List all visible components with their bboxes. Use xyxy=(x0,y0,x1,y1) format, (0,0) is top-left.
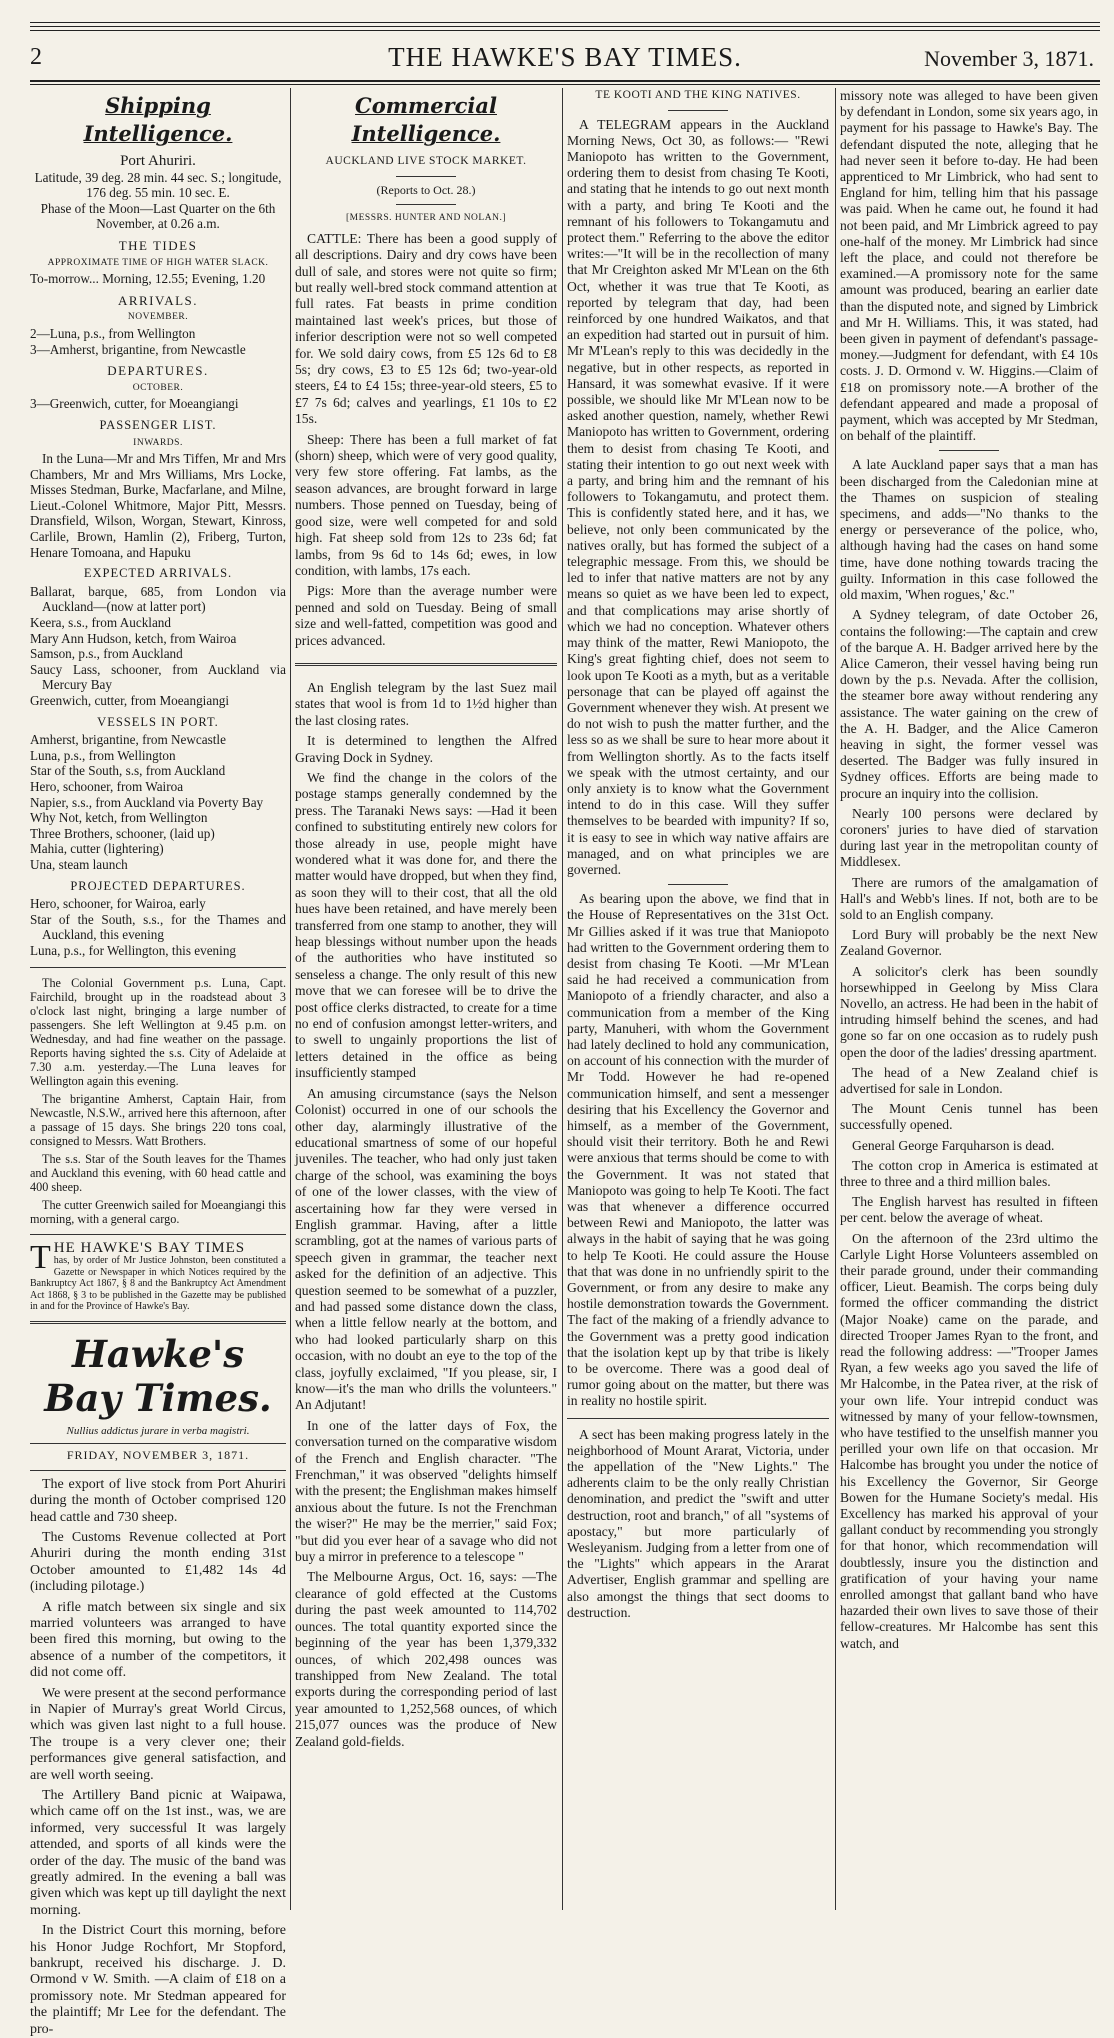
shipping-news: The cutter Greenwich sailed for Moeangiangi this morning, with a general cargo. xyxy=(30,1197,286,1226)
top-rule xyxy=(30,30,1100,31)
news-paragraph: In the District Court this morning, before his Honor Judge Rochfort, Mr Stopford, bankrupt, received his discharge. J. D. Ormond v W. Smith. —A claim of £18 on a promissory note. Mr Stedman appeared for the plaintiff; Mr Lee for the defendant. The pro- xyxy=(30,1923,286,2037)
column-2 xyxy=(295,88,557,1910)
news-paragraph: The English harvest has resulted in fifteen per cent. below the average of wheat. xyxy=(840,1194,1098,1226)
vessel-item: Three Brothers, schooner, (laid up) xyxy=(30,825,215,841)
passenger-list: In the Luna—Mr and Mrs Tiffen, Mr and Mrs Chambers, Mr and Mrs Williams, Mrs Locke, Misses Stedman, Burke, Macfarlane, and Milne, Lieut.-Colonel Whitmore, Major Pitt, Messrs. Dransfield, Wilson, Worgan, Stewart, Kinross, Carlile, Brown, Hamlin (2), Friberg, Turton, Henare Tomoana, and Hapuku xyxy=(30,451,286,560)
news-paragraph: Nearly 100 persons were declared by coroners' juries to have died of starvation during last year in the metropolitan county of Middlesex. xyxy=(840,805,1098,870)
passenger-heading: PASSENGER LIST. xyxy=(99,417,217,432)
market-paragraph: CATTLE: There has been a good supply of all descriptions. Dairy and dry cows have been dull of sale, and stores were not quite so firm; but really well-bred stock command attention at full rates. Fat beasts in prime condition maintained last week's prices, but those of inferior description were not so well competed for. We sold dairy cows, from £5 12s 6d to £8 5s; dry cows, £3 to £5 12s 6d; two-year-old steers, £4 to £4 15s; three-year-old steers, £5 to £7 7s 6d; calves and yearlings, £1 10s to £2 15s. xyxy=(295,230,557,427)
gazette-notice xyxy=(30,1238,286,1313)
section-rule xyxy=(30,1321,286,1324)
masthead xyxy=(30,42,1100,78)
news-paragraph: The Melbourne Argus, Oct. 16, says: —The clearance of gold effected at the Customs during the past week amounted to 114,702 ounces. The total quantity exported since the beginning of the year has been 1,379,332 ounces, of which 202,498 ounces was transhipped from New Zealand. The total exports during the corresponding period of last year amounted to 1,252,568 ounces, of which 215,077 ounces was the produce of New Zealand gold-fields. xyxy=(295,1569,557,1749)
section-rule xyxy=(30,967,286,968)
expected-item: Greenwich, cutter, from Moeangiangi xyxy=(30,693,230,708)
section-rule xyxy=(30,1470,286,1471)
projected-item: Hero, schooner, for Wairoa, early xyxy=(30,896,206,912)
column-divider xyxy=(835,88,836,1910)
news-paragraph: The export of live stock from Port Ahuriri during the month of October comprised 120 head cattle and 730 sheep. xyxy=(30,1476,286,1525)
expected-item: Keera, s.s., from Auckland xyxy=(30,615,171,631)
column-divider xyxy=(290,88,291,1910)
section-rule xyxy=(295,663,557,666)
section-rule xyxy=(30,1443,286,1444)
article-paragraph: As bearing upon the above, we find that in the House of Representatives on the 31st Oct. Mr Gillies asked if it was true that Maniopoto had written to the Government ordering them to desist from chasing Te Kooti. —Mr M'Lean said he had received a communication from Maniopoto of a friendly character, and also a communication from a member of the King party, Manuheri, with whom the Government had lately declined to hold any communication, on account of his connection with the murder of Mr Todd. However he had re-opened communication himself, and sent a messenger desiring that his Excellency the Governor and himself, as a member of the Government, should visit their territory. Both he and Rewi were anxious that terms should be come to with the Government. It was not stated that Maniopoto was going to help Te Kooti. The fact was that whenever a difference occurred between Rewi and Maniopoto, the latter was always in the habit of saying that he was going to help Te Kooti. He could assure the House that that was done in no unfriendly spirit to the Government, or from any desire to make any hostile demonstration towards the Government. The fact of the making of a friendly advance to the Government was a pretty good indication that the isolation kept up by that tribe is likely to be overcome. There was a good deal of rumor going about on the matter, but there was in reality no hostile spirit. xyxy=(567,891,829,1409)
column-1 xyxy=(30,88,286,2037)
vessel-item: Napier, s.s., from Auckland via Poverty Bay xyxy=(30,794,264,810)
section-rule xyxy=(396,204,456,205)
notice-dropcap: T xyxy=(30,1238,51,1276)
column-3 xyxy=(567,88,829,1910)
news-paragraph: A rifle match between six single and six married volunteers was arranged to have been fired this morning, but owing to the absence of a number of the competitors, it did not come off. xyxy=(30,1599,286,1681)
vessel-item: Una, steam launch xyxy=(30,856,128,872)
commercial-title: Commercial Intelligence. xyxy=(351,93,501,146)
agents: [MESSRS. HUNTER AND NOLAN.] xyxy=(346,213,506,224)
departures-heading: DEPARTURES. xyxy=(107,363,209,379)
column-4 xyxy=(840,88,1098,1910)
vessel-item: Luna, p.s., from Wellington xyxy=(30,747,176,763)
projected-item: Luna, p.s., for Wellington, this evening xyxy=(30,942,237,958)
news-paragraph: An amusing circumstance (says the Nelson Colonist) occurred in one of our schools the other day, alarmingly illustrative of the educational smartness of some of our hopeful juveniles. The teacher, who had only just taken charge of the school, was examining the boys of one of the lower classes, with the view of ascertaining how far they were versed in English grammar. Having, after a little scrambling, got at the names of various parts of speech given in grammar, the teacher next asked for the definition of an adjective. This question seemed to be somewhat of a puzzler, and had passed some distance down the class, when a little fellow nearly at the bottom, and who had looked particularly sharp on this occasion, with no doubt an eye to the top of the class, joyfully exclaimed, "If you please, sir, I know—it's the man who drills the volunteers." An Adjutant! xyxy=(295,1085,557,1413)
section-rule xyxy=(668,884,728,885)
section-rule xyxy=(668,110,728,111)
news-paragraph: The Artillery Band picnic at Waipawa, which came off on the 1st inst., was, we are informed, very successful It was largely attended, and sports of all kinds were the order of the day. The music of the band was greatly admired. In the evening a ball was given which was kept up till daylight the next morning. xyxy=(30,1788,286,1918)
port-name: Port Ahuriri. xyxy=(120,153,196,169)
vessel-item: Hero, schooner, from Wairoa xyxy=(30,778,184,794)
moon-phase: Phase of the Moon—Last Quarter on the 6th November, at 0.26 a.m. xyxy=(40,200,276,232)
top-rule xyxy=(30,26,1100,27)
news-paragraph: In one of the latter days of Fox, the conversation turned on the comparative wisdom of the French and English character. "The Frenchman," it was observed "delights himself with the present; the Englishman makes himself anxious about the future. Is not the Frenchman the wiser?" He may be the merrier," said Fox; "but did you ever hear of a savage who did not buy a mirror in preference to a telescope " xyxy=(295,1417,557,1565)
tides-text: To-morrow... Morning, 12.55; Evening, 1.20 xyxy=(30,271,266,287)
top-rule xyxy=(30,22,1100,23)
expected-item: Saucy Lass, schooner, from Auckland via Mercury Bay xyxy=(30,661,286,693)
lat-long: Latitude, 39 deg. 28 min. 44 sec. S.; longitude, 176 deg. 55 min. 10 sec. E. xyxy=(34,169,282,201)
news-paragraph: The cotton crop in America is estimated at three to three and a third million bales. xyxy=(840,1157,1098,1189)
shipping-title: Shipping Intelligence. xyxy=(83,93,233,146)
arrivals-month: NOVEMBER. xyxy=(127,312,189,323)
page-number: 2 xyxy=(30,44,42,70)
projected-heading: PROJECTED DEPARTURES. xyxy=(70,878,246,893)
vessel-item: Star of the South, s.s, from Auckland xyxy=(30,763,226,779)
report-date: (Reports to Oct. 28.) xyxy=(376,182,476,197)
news-paragraph: We were present at the second performance in Napier of Murray's great World Circus, which was given last night to a full house. The troupe is a very clever one; their performances give general satisfaction, and are well worth seeing. xyxy=(30,1685,286,1783)
shipping-news: The Colonial Government p.s. Luna, Capt. Fairchild, brought up in the roadstead about 3 o'clock last night, bringing a large number of passengers. She left Wellington at 9.45 p.m. on Wednesday, and had fine weather on the passage. Reports having sighted the s.s. City of Adelaide at 7.30 a.m. yesterday.—The Luna leaves for Wellington again this evening. xyxy=(30,975,286,1088)
header-rule xyxy=(30,84,1100,85)
tides-subheading: APPROXIMATE TIME OF HIGH WATER SLACK. xyxy=(47,257,269,268)
paper-title: Hawke's Bay Times. xyxy=(44,1331,272,1420)
market-paragraph: Pigs: More than the average number were penned and sold on Tuesday. Being of small size and well-fatted, competition was good and prices advanced. xyxy=(295,583,557,648)
newspaper-title: THE HAWKE'S BAY TIMES. xyxy=(388,42,742,72)
vessel-item: Mahia, cutter (lightering) xyxy=(30,841,164,857)
departure-item: 3—Greenwich, cutter, for Moeangiangi xyxy=(30,396,239,412)
tides-heading: THE TIDES xyxy=(118,237,198,253)
news-paragraph: General George Farquharson is dead. xyxy=(852,1137,1055,1153)
news-paragraph: An English telegram by the last Suez mail states that wool is from 1d to 1½d higher than the last closing rates. xyxy=(295,679,557,728)
notice-text: has, by order of Mr Justice Johnston, been constituted a Gazette or Newspaper in which Notices required by the Bankruptcy Act 1867, § 8 and the Bankruptcy Act Amendment Act 1868, § 3 to be published in the Gazette may be published in and for the Province of Hawke's Bay. xyxy=(30,1255,286,1312)
article-paragraph: A TELEGRAM appears in the Auckland Morning News, Oct 30, as follows:— "Rewi Maniopoto has written to the Government, ordering them to desist from chasing Te Kooti, and stating that he intends to go out next month with a party, and bring Te Kooti and the remnant of his followers to Tokangamutu and protect them." Referring to the above the editor writes:—"It will be in the recollection of many that Mr Creighton asked Mr M'Lean on the 6th Oct, whether it was true that Te Kooti, as reported by telegram that day, had been reinforced by one hundred Waikatos, and that an expedition had started out in pursuit of him. Mr M'Lean's reply to this was decidedly in the negative, but in other respects, as reported in Hansard, it was somewhat evasive. If it were possible, we should like Mr M'Lean now to be asked another question, namely, whether Rewi Maniopoto has written to Government, ordering them to desist from chasing Te Kooti, and stating their intention to go out next week with a party, and bring him and the remnant of his followers to Tokangamutu, and protect them. This is confidently stated here, and it has, we believe, not only been communicated by the natives orally, but has formed the subject of a telegraphic message. From this, we should be led to infer that native matters are not by any means so quiet as we have been led to expect, and that complications may arise shortly of which we had no conception. Whatever others may think of the matter, Rewi Maniopoto, the King's great fighting chief, does not seem to look upon Te Kooti as a myth, but as a veritable personage that can be played off against the Government whenever they wish. At present we do not wish to push the matter further, and the less so as we shall be sure to hear more about it from Wellington shortly. As to the facts itself we speak with the utmost certainty, and our only anxiety is to know what the Government intend to do in this case. Will they suffer themselves to be bearded with impunity? If so, it is easy to see in which way native affairs are managed, and on what principles we are governed. xyxy=(567,116,829,877)
news-paragraph: The Mount Cenis tunnel has been successfully opened. xyxy=(840,1101,1098,1133)
column-divider xyxy=(562,88,563,1910)
news-paragraph: A late Auckland paper says that a man has been discharged from the Caledonian mine at the Thames on suspicion of stealing specimens, and adds—"No thanks to the energy or perseverance of the police, who, although having had the cases on hand some time, have done nothing towards tracing the guilty. Information in this case followed the old maxim, 'When rogues,' &c." xyxy=(840,457,1098,603)
shipping-news: The s.s. Star of the South leaves for the Thames and Auckland this evening, with 60 head cattle and 400 sheep. xyxy=(30,1151,286,1194)
arrivals-heading: ARRIVALS. xyxy=(117,292,199,308)
vessel-item: Why Not, ketch, from Wellington xyxy=(30,810,208,826)
news-paragraph: It is determined to lengthen the Alfred Graving Dock in Sydney. xyxy=(295,733,557,765)
news-paragraph: Lord Bury will probably be the next New Zealand Governor. xyxy=(840,927,1098,959)
news-paragraph: A solicitor's clerk has been soundly horsewhipped in Geelong by Miss Clara Novello, an actress. He had been in the habit of intruding himself behind the scenes, and had gone so far on one occasion as to rudely push open the door of the ladies' dressing apartment. xyxy=(840,963,1098,1060)
projected-item: Star of the South, s.s., for the Thames and Auckland, this evening xyxy=(30,911,286,943)
news-paragraph: The head of a New Zealand chief is advertised for sale in London. xyxy=(840,1064,1098,1096)
section-rule xyxy=(939,450,999,451)
market-heading: AUCKLAND LIVE STOCK MARKET. xyxy=(325,155,527,167)
article-heading: TE KOOTI AND THE KING NATIVES. xyxy=(595,89,801,101)
passenger-subheading: INWARDS. xyxy=(133,437,183,448)
issue-date: November 3, 1871. xyxy=(924,46,1094,71)
article-paragraph: A sect has been making progress lately in the neighborhood of Mount Ararat, Victoria, under the appellation of the "New Lights." The adherents claim to be the only really Christian denomination, and predict the "swift and utter destruction, root and branch," of all "systems of apostacy," but more particularly of Wesleyanism. Judging from a letter from one of the "Lights" which appears in the Ararat Advertiser, English grammar and spelling are also amongst the things that sect dooms to destruction. xyxy=(567,1426,829,1620)
dateline: FRIDAY, NOVEMBER 3, 1871. xyxy=(66,1448,250,1463)
departures-month: OCTOBER. xyxy=(132,382,184,393)
section-rule xyxy=(396,176,456,177)
motto: Nullius addictus jurare in verba magistri. xyxy=(66,1424,250,1437)
news-paragraph: A Sydney telegram, of date October 26, contains the following:—The captain and crew of the barque A. H. Badger arrived here by the Alice Cameron, their vessel having being run down by the p.s. Nevada. After the collision, the steamer bore away without rendering any assistance. The water gaining on the crew of the A. H. Badger, and the Alice Cameron heaving in sight, the former vessel was deserted. The Badger was fully insured in Sydney offices. Efforts are being made to procure an inquiry into the collision. xyxy=(840,607,1098,801)
news-paragraph: The Customs Revenue collected at Port Ahuriri during the month ending 31st October amounted to £1,482 14s 4d (including pilotage.) xyxy=(30,1529,286,1595)
news-paragraph: We find the change in the colors of the postage stamps generally condemned by the press. The Taranaki News says: —Had it been confined to substituting entirely new colors for those already in use, people might have wondered what it was done for, and there the matter would have dropped, but when they find, as soon they will to their cost, that all the old hues have been retained, and have merely been transferred from one stamp to another, they will heap blessings without number upon the heads of the authorities who have instituted so senseless a change. The only result of this new move that we can foresee will be to drive the post office clerks distracted, to create for a time no end of confusion amongst letter-writers, and to swell to ungainly proportions the list of letters detained in the office as being insufficiently stamped xyxy=(295,769,557,1081)
arrival-item: 2—Luna, p.s., from Wellington xyxy=(30,325,196,341)
expected-item: Ballarat, barque, 685, from London via Auckland—(now at latter port) xyxy=(30,583,286,615)
arrival-item: 3—Amherst, brigantine, from Newcastle xyxy=(30,341,246,357)
section-rule xyxy=(30,1234,286,1235)
market-paragraph: Sheep: There has been a full market of fat (shorn) sheep, which were of very good quality, very few store offering. Fat lambs, as the season advances, are brought forward in large numbers. Those penned on Tuesday, being of good size, were well competed for and sold high. Fat sheep sold from 12s to 23s 6d; fat lambs, from 9s 6d to 14s 6d; ewes, in low condition, with lambs, 17s each. xyxy=(295,431,557,578)
news-paragraph: missory note was alleged to have been given by defendant in London, some six years ago, in payment for his passage to Hawke's Bay. The defendant disputed the note, alleging that he had never seen it before to-day. He had been apprenticed to Mr Limbrick, who had sent to England for him, telling him that his passage was paid. When he came out, he found it had not been paid, and Mr Limbrick agreed to pay one-half of the money. Mr Limbrick had since left the place, and could not therefore be examined.—A promissory note for the same amount was produced, bearing an earlier date than the disputed note, and signed by Limbrick and Mr H. Williams. This, it was stated, had been given in payment of defendant's passage-money.—Judgment for defendant, with £4 10s costs. J. D. Ormond v. W. Higgins.—Claim of £18 on promissory note.—A brother of the defendant appeared and made a proposal of payment, which was accepted by Mr Stedman, on behalf of the plaintiff. xyxy=(840,88,1098,444)
news-paragraph: On the afternoon of the 23rd ultimo the Carlyle Light Horse Volunteers assembled on their parade ground, under their commanding officer, Lieut. Beamish. The corps being duly formed the officer commanding the district (Major Noake) came on the parade, and directed Trooper James Ryan to the front, and read the following address: —"Trooper James Ryan, a few weeks ago you saved the life of Mr Halcombe, in the Patea river, at the risk of your own life. Your intrepid conduct was witnessed by many of your fellow-townsmen, who have testified to the unselfish manner you perilled your own life on that occasion. Mr Halcombe has brought you under the notice of his Excellency the Governor, Sir George Bowen for the Humane Society's medal. His Excellency has marked his approval of your gallant conduct by recommending you strongly for that honor, which recommendation will doubtlessly, insure you the distinction and gratification of your having your name enrolled amongst that gallant band who have hazarded their own lives to save those of their fellow-creatures. Mr Halcombe has sent this watch, and xyxy=(840,1230,1098,1651)
notice-title: HE HAWKE'S BAY TIMES xyxy=(53,1239,246,1256)
expected-item: Mary Ann Hudson, ketch, from Wairoa xyxy=(30,630,237,646)
expected-heading: EXPECTED ARRIVALS. xyxy=(83,566,233,581)
news-paragraph: There are rumors of the amalgamation of Hall's and Webb's lines. If not, both are to be sold to an English company. xyxy=(840,874,1098,922)
vessels-heading: VESSELS IN PORT. xyxy=(97,714,219,729)
header-rule xyxy=(30,80,1100,82)
section-rule xyxy=(567,1418,829,1419)
expected-item: Samson, p.s., from Auckland xyxy=(30,646,183,662)
vessel-item: Amherst, brigantine, from Newcastle xyxy=(30,732,226,748)
shipping-news: The brigantine Amherst, Captain Hair, from Newcastle, N.S.W., arrived here this afternoon, after a passage of 15 days. She brings 220 tons coal, consigned to Messrs. Watt Brothers. xyxy=(30,1091,286,1148)
